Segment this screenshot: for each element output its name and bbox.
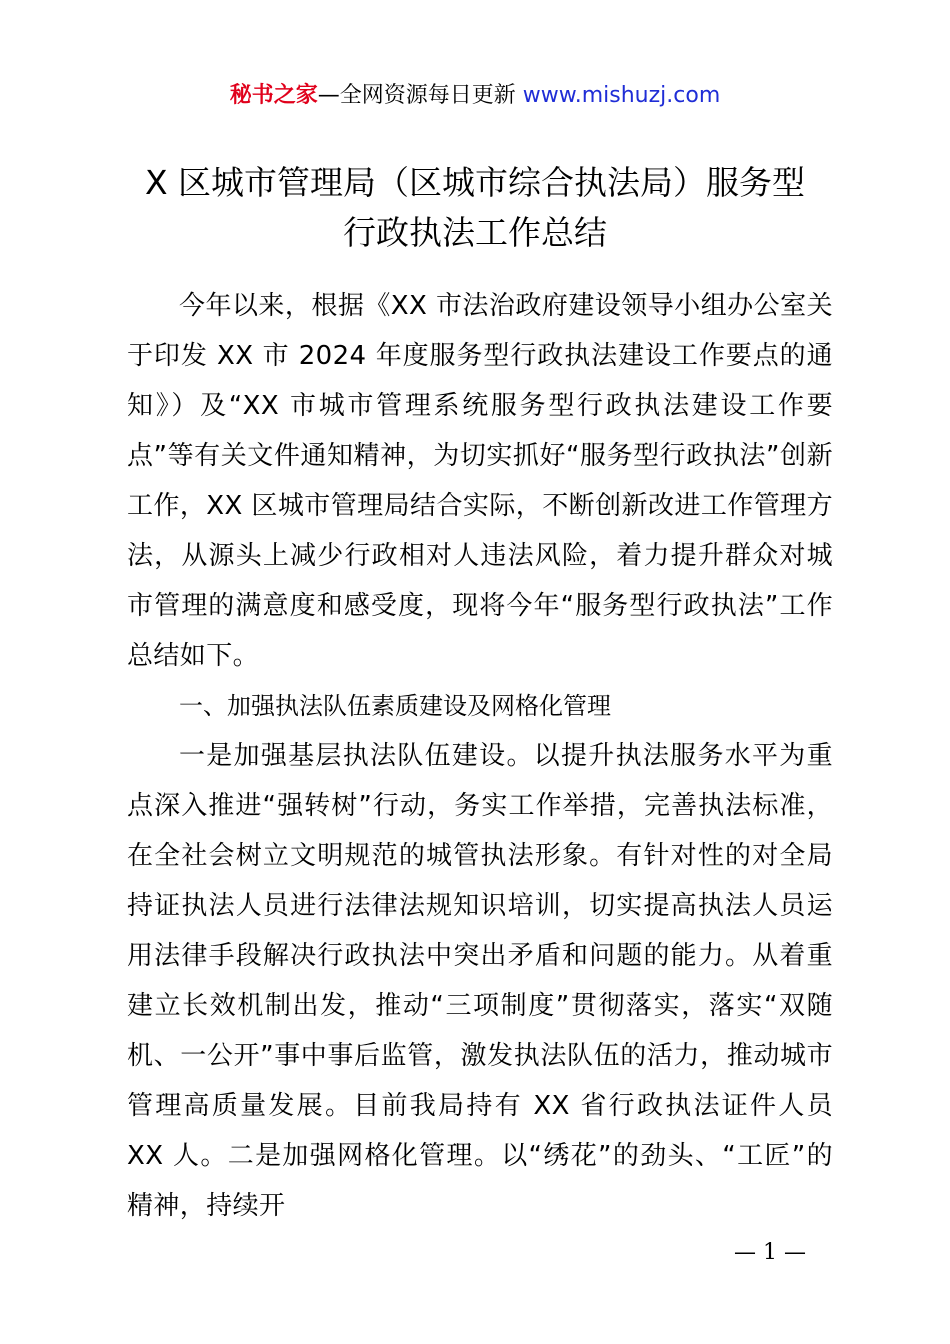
site-slogan: —全网资源每日更新 [317, 83, 523, 108]
intro-paragraph: 今年以来，根据《XX 市法治政府建设领导小组办公室关于印发 XX 市 2024 年度服务型行政执法建设工作要点的通知》）及“XX 市城市管理系统服务型行政执法建设工作要点”等有关文件通知精神，为切实抓好“服务型行政执法”创新工作，XX 区城市管理局结合实际，不断创新改进工作管理方法，从源头上减少行政相对人违法风险，着力提升群众对城市管理的满意度和感受度，现将今年“服务型行政执法”工作总结如下。 [127, 291, 833, 671]
site-brand-name: 秘书之家 [229, 83, 318, 108]
document-title-line-2: 行政执法工作总结 [343, 213, 607, 252]
document-title [100, 158, 850, 258]
page-number: — 1 — [734, 1240, 806, 1265]
section-1-heading: 一、加强执法队伍素质建设及网格化管理 [179, 692, 611, 720]
site-url-link[interactable]: www.mishuzj.com [522, 83, 721, 108]
document-body [127, 281, 833, 1231]
section-1-paragraph: 一是加强基层执法队伍建设。以提升执法服务水平为重点深入推进“强转树”行动，务实工作举措，完善执法标准，在全社会树立文明规范的城管执法形象。有针对性的对全局持证执法人员进行法律法规知识培训，切实提高执法人员运用法律手段解决行政执法中突出矛盾和问题的能力。从着重建立长效机制出发，推动“三项制度”贯彻落实，落实“双随机、一公开”事中事后监管，激发执法队伍的活力，推动城市管理高质量发展。目前我局持有 XX 省行政执法证件人员 XX 人。二是加强网格化管理。以“绣花”的劲头、“工匠”的精神，持续开 [127, 741, 833, 1221]
document-title-line-1: X 区城市管理局（区城市综合执法局）服务型 [144, 163, 806, 202]
site-header-banner [0, 80, 950, 112]
